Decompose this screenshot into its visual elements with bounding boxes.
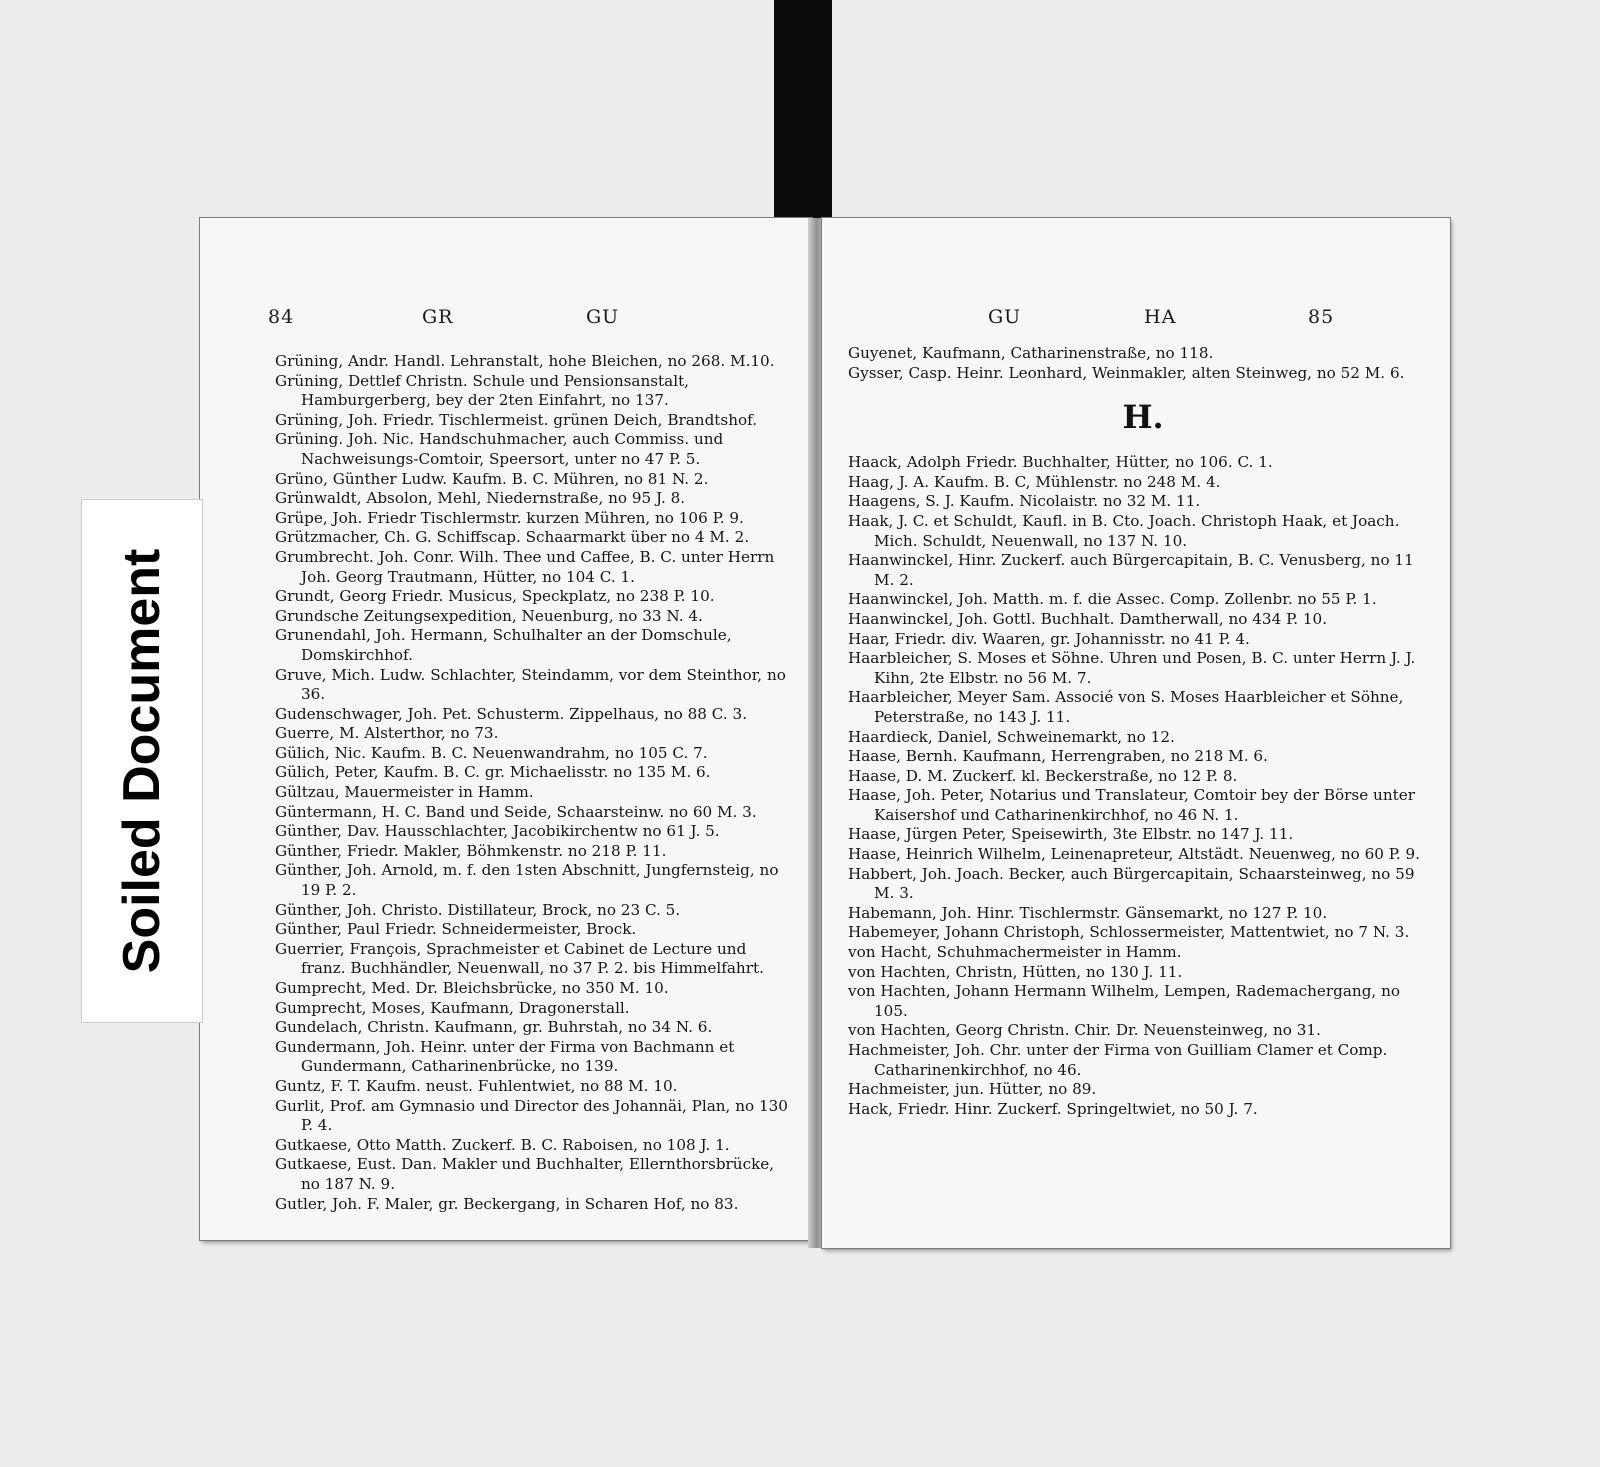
label-text: Soiled Document bbox=[113, 548, 171, 974]
directory-entry: Haack, Adolph Friedr. Buchhalter, Hütter, no 106. C. 1. bbox=[848, 453, 1273, 472]
page-number: 85 bbox=[1308, 306, 1335, 328]
directory-entry: Guyenet, Kaufmann, Catharinenstraße, no 118. bbox=[848, 344, 1214, 362]
page-number: 84 bbox=[268, 306, 295, 328]
directory-entry: Haarbleicher, S. Moses et Söhne. Uhren und Posen, B. C. unter Herrn J. J. Kihn, 2te Elbstr. no 56 M. 7. bbox=[848, 649, 1416, 687]
directory-entry: Haanwinckel, Hinr. Zuckerf. auch Bürgercapitain, B. C. Venusberg, no 11 M. 2. bbox=[848, 551, 1414, 589]
entry-list bbox=[275, 352, 794, 1214]
directory-entry: Haar, Friedr. div. Waaren, gr. Johannisstr. no 41 P. 4. bbox=[848, 629, 1250, 648]
entry-list bbox=[848, 344, 1438, 1119]
header-right: HA bbox=[1144, 306, 1177, 328]
directory-entry: Haagens, S. J. Kaufm. Nicolaistr. no 32 M. 11. bbox=[848, 492, 1201, 511]
directory-entry: Gutler, Joh. F. Maler, gr. Beckergang, in Scharen Hof, no 83. bbox=[275, 1194, 739, 1213]
soiled-document-label bbox=[82, 500, 202, 1022]
directory-entry: Grundsche Zeitungsexpedition, Neuenburg, no 33 N. 4. bbox=[275, 606, 703, 625]
directory-entry: Haase, Bernh. Kaufmann, Herrengraben, no 218 M. 6. bbox=[848, 747, 1268, 766]
directory-entry: Gysser, Casp. Heinr. Leonhard, Weinmakler, alten Steinweg, no 52 M. 6. bbox=[848, 363, 1405, 382]
directory-entry: Gültzau, Mauermeister in Hamm. bbox=[275, 783, 534, 802]
directory-entry: Grüning, Andr. Handl. Lehranstalt, hohe Bleichen, no 268. M.10. bbox=[275, 352, 775, 370]
directory-entry: Gundermann, Joh. Heinr. unter der Firma von Bachmann et Gundermann, Catharinenbrücke, no 139. bbox=[275, 1037, 735, 1076]
directory-entry: Guerrier, François, Sprachmeister et Cabinet de Lecture und franz. Buchhändler, Neuenwall, no 37 P. 2. bis Himmelfahrt. bbox=[275, 939, 764, 978]
directory-entry: Gruve, Mich. Ludw. Schlachter, Steindamm, vor dem Steinthor, no 36. bbox=[275, 665, 786, 704]
directory-entry: Gudenschwager, Joh. Pet. Schusterm. Zippelhaus, no 88 C. 3. bbox=[275, 704, 748, 723]
directory-entry: Gutkaese, Eust. Dan. Makler und Buchhalter, Ellernthorsbrücke, no 187 N. 9. bbox=[275, 1155, 775, 1193]
directory-entry: Hack, Friedr. Hinr. Zuckerf. Springeltwiet, no 50 J. 7. bbox=[848, 1099, 1258, 1118]
left-page bbox=[200, 218, 812, 1240]
header-left: GR bbox=[422, 306, 454, 328]
directory-entry: Habbert, Joh. Joach. Becker, auch Bürgercapitain, Schaarsteinweg, no 59 M. 3. bbox=[848, 864, 1415, 903]
directory-entry: von Hachten, Johann Hermann Wilhelm, Lempen, Rademachergang, no 105. bbox=[848, 982, 1401, 1020]
section-letter: H. bbox=[1122, 398, 1164, 437]
directory-entry: Haarbleicher, Meyer Sam. Associé von S. Moses Haarbleicher et Söhne, Peterstraße, no 143 J. 11. bbox=[848, 688, 1404, 726]
directory-entry: Gutkaese, Otto Matth. Zuckerf. B. C. Raboisen, no 108 J. 1. bbox=[275, 1135, 730, 1154]
binding-shadow bbox=[774, 0, 832, 226]
directory-entry: Haase, Joh. Peter, Notarius und Translateur, Comtoir bey der Börse unter Kaisershof und Catharinenkirchhof, no 46 N. 1. bbox=[848, 786, 1415, 824]
directory-entry: Haase, Jürgen Peter, Speisewirth, 3te Elbstr. no 147 J. 11. bbox=[848, 825, 1294, 844]
directory-entry: Haardieck, Daniel, Schweinemarkt, no 12. bbox=[848, 727, 1175, 746]
directory-entry: Grüpe, Joh. Friedr Tischlermstr. kurzen Mühren, no 106 P. 9. bbox=[275, 508, 744, 527]
header-left: GU bbox=[988, 306, 1022, 328]
directory-entry: Günther, Friedr. Makler, Böhmkenstr. no 218 P. 11. bbox=[275, 841, 667, 860]
directory-entry: Gülich, Peter, Kaufm. B. C. gr. Michaelisstr. no 135 M. 6. bbox=[275, 763, 711, 782]
directory-entry: Grumbrecht. Joh. Conr. Wilh. Thee und Caffee, B. C. unter Herrn Joh. Georg Trautmann, Hütter, no 104 C. 1. bbox=[275, 547, 775, 586]
directory-entry: Habemeyer, Johann Christoph, Schlossermeister, Mattentwiet, no 7 N. 3. bbox=[848, 923, 1410, 942]
directory-entry: Grüning, Dettlef Christn. Schule und Pensionsanstalt, Hamburgerberg, bey der 2ten Einfahrt, no 137. bbox=[275, 371, 689, 410]
directory-entry: Gumprecht, Med. Dr. Bleichsbrücke, no 350 M. 10. bbox=[275, 979, 669, 997]
right-page bbox=[822, 218, 1450, 1248]
directory-entry: Gurlit, Prof. am Gymnasio und Director des Johannäi, Plan, no 130 P. 4. bbox=[275, 1096, 788, 1135]
directory-entry: Günther, Joh. Christo. Distillateur, Brock, no 23 C. 5. bbox=[275, 900, 681, 919]
directory-entry: Guerre, M. Alsterthor, no 73. bbox=[275, 724, 499, 743]
directory-entry: Gundelach, Christn. Kaufmann, gr. Buhrstah, no 34 N. 6. bbox=[275, 1018, 713, 1037]
directory-entry: Grüning. Joh. Nic. Handschuhmacher, auch Commiss. und Nachweisungs-Comtoir, Speersort, unter no 47 P. 5. bbox=[275, 430, 724, 468]
directory-entry: Grüno, Günther Ludw. Kaufm. B. C. Mühren, no 81 N. 2. bbox=[275, 469, 709, 488]
directory-entry: von Hachten, Christn, Hütten, no 130 J. 11. bbox=[848, 962, 1183, 981]
directory-entry: Grützmacher, Ch. G. Schiffscap. Schaarmarkt über no 4 M. 2. bbox=[275, 528, 750, 547]
directory-entry: Haase, Heinrich Wilhelm, Leinenapreteur, Altstädt. Neuenweg, no 60 P. 9. bbox=[848, 845, 1421, 864]
directory-entry: Günther, Dav. Hausschlachter, Jacobikirchentw no 61 J. 5. bbox=[275, 822, 720, 841]
directory-entry: Hachmeister, jun. Hütter, no 89. bbox=[848, 1080, 1097, 1099]
header-right: GU bbox=[586, 306, 620, 328]
directory-entry: Gülich, Nic. Kaufm. B. C. Neuenwandrahm, no 105 C. 7. bbox=[275, 743, 708, 762]
directory-entry: Haase, D. M. Zuckerf. kl. Beckerstraße, no 12 P. 8. bbox=[848, 766, 1238, 785]
directory-entry: Günther, Paul Friedr. Schneidermeister, Brock. bbox=[275, 920, 637, 939]
directory-entry: Gumprecht, Moses, Kaufmann, Dragonerstall. bbox=[275, 998, 630, 1017]
directory-entry: Haanwinckel, Joh. Gottl. Buchhalt. Damtherwall, no 434 P. 10. bbox=[848, 609, 1328, 628]
directory-entry: Grünwaldt, Absolon, Mehl, Niedernstraße, no 95 J. 8. bbox=[275, 489, 686, 508]
directory-entry: Haak, J. C. et Schuldt, Kaufl. in B. Cto. Joach. Christoph Haak, et Joach. Mich. Schuldt, Neuenwall, no 137 N. 10. bbox=[848, 511, 1400, 550]
directory-entry: Günther, Joh. Arnold, m. f. den 1sten Abschnitt, Jungfernsteig, no 19 P. 2. bbox=[275, 861, 779, 900]
directory-entry: Haag, J. A. Kaufm. B. C, Mühlenstr. no 248 M. 4. bbox=[848, 472, 1221, 491]
directory-entry: Guntz, F. T. Kaufm. neust. Fuhlentwiet, no 88 M. 10. bbox=[275, 1076, 678, 1095]
directory-entry: Habemann, Joh. Hinr. Tischlermstr. Gänsemarkt, no 127 P. 10. bbox=[848, 903, 1328, 922]
directory-entry: Grundt, Georg Friedr. Musicus, Speckplatz, no 238 P. 10. bbox=[275, 587, 715, 606]
directory-entry: Güntermann, H. C. Band und Seide, Schaarsteinw. no 60 M. 3. bbox=[275, 802, 757, 821]
directory-entry: von Hacht, Schuhmachermeister in Hamm. bbox=[848, 943, 1182, 962]
directory-entry: Grüning, Joh. Friedr. Tischlermeist. grünen Deich, Brandtshof. bbox=[275, 410, 758, 429]
directory-entry: von Hachten, Georg Christn. Chir. Dr. Neuensteinweg, no 31. bbox=[848, 1021, 1321, 1040]
directory-entry: Grunendahl, Joh. Hermann, Schulhalter an der Domschule, Domskirchhof. bbox=[275, 626, 732, 664]
directory-entry: Hachmeister, Joh. Chr. unter der Firma von Guilliam Clamer et Comp. Catharinenkirchhof, no 46. bbox=[848, 1041, 1388, 1079]
directory-entry: Haanwinckel, Joh. Matth. m. f. die Assec. Comp. Zollenbr. no 55 P. 1. bbox=[848, 590, 1377, 609]
